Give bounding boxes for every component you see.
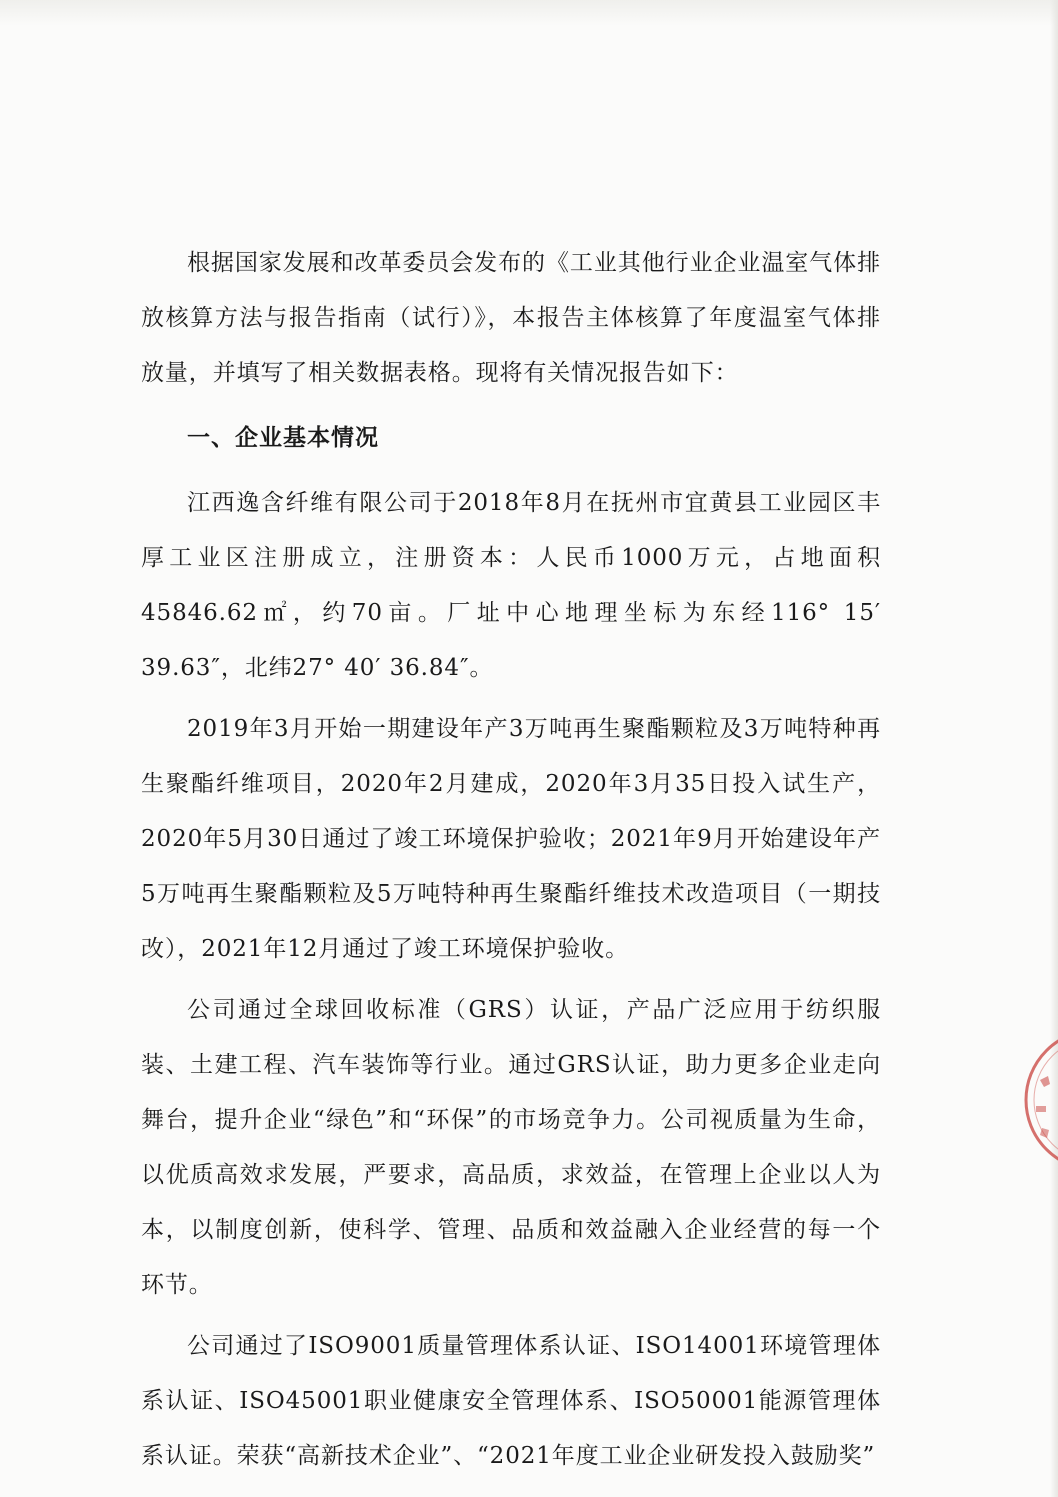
document-body [141,236,881,1484]
intro-paragraph: 根据国家发展和改革委员会发布的《工业其他行业企业温室气体排放核算方法与报告指南（试行）》，本报告主体核算了年度温室气体排放量，并填写了相关数据表格。现将有关情况报告如下： [141,250,881,386]
scan-shadow-top [0,0,1058,26]
project-history-paragraph: 2019年3月开始一期建设年产3万吨再生聚酯颗粒及3万吨特种再生聚酯纤维项目，2020年2月建成，2020年3月35日投入试生产，2020年5月30日通过了竣工环境保护验收；2021年9月开始建设年产5万吨再生聚酯颗粒及5万吨特种再生聚酯纤维技术改造项目（一期技改），2021年12月通过了竣工环境保护验收。 [141,716,881,962]
company-overview-paragraph: 江西逸含纤维有限公司于2018年8月在抚州市宜黄县工业园区丰厚工业区注册成立，注册资本：人民币1000万元，占地面积45846.62㎡，约70亩。厂址中心地理坐标为东经116° 15′ 39.63″，北纬27° 40′ 36.84″。 [141,490,881,681]
red-seal-fragment-icon [1018,1010,1058,1190]
certification-market-paragraph: 公司通过全球回收标准（GRS）认证，产品广泛应用于纺织服装、土建工程、汽车装饰等行业。通过GRS认证，助力更多企业走向舞台，提升企业“绿色”和“环保”的市场竞争力。公司视质量为生命，以优质高效求发展，严要求，高品质，求效益，在管理上企业以人为本，以制度创新，使科学、管理、品质和效益融入企业经营的每一个环节。 [141,997,881,1298]
scan-shadow-right [1050,0,1058,1497]
management-systems-paragraph: 公司通过了ISO9001质量管理体系认证、ISO14001环境管理体系认证、ISO45001职业健康安全管理体系、ISO50001能源管理体系认证。荣获“高新技术企业”、“2021年度工业企业研发投入鼓励奖” [141,1333,881,1469]
section-heading-basic-info: 一、企业基本情况 [187,425,379,451]
